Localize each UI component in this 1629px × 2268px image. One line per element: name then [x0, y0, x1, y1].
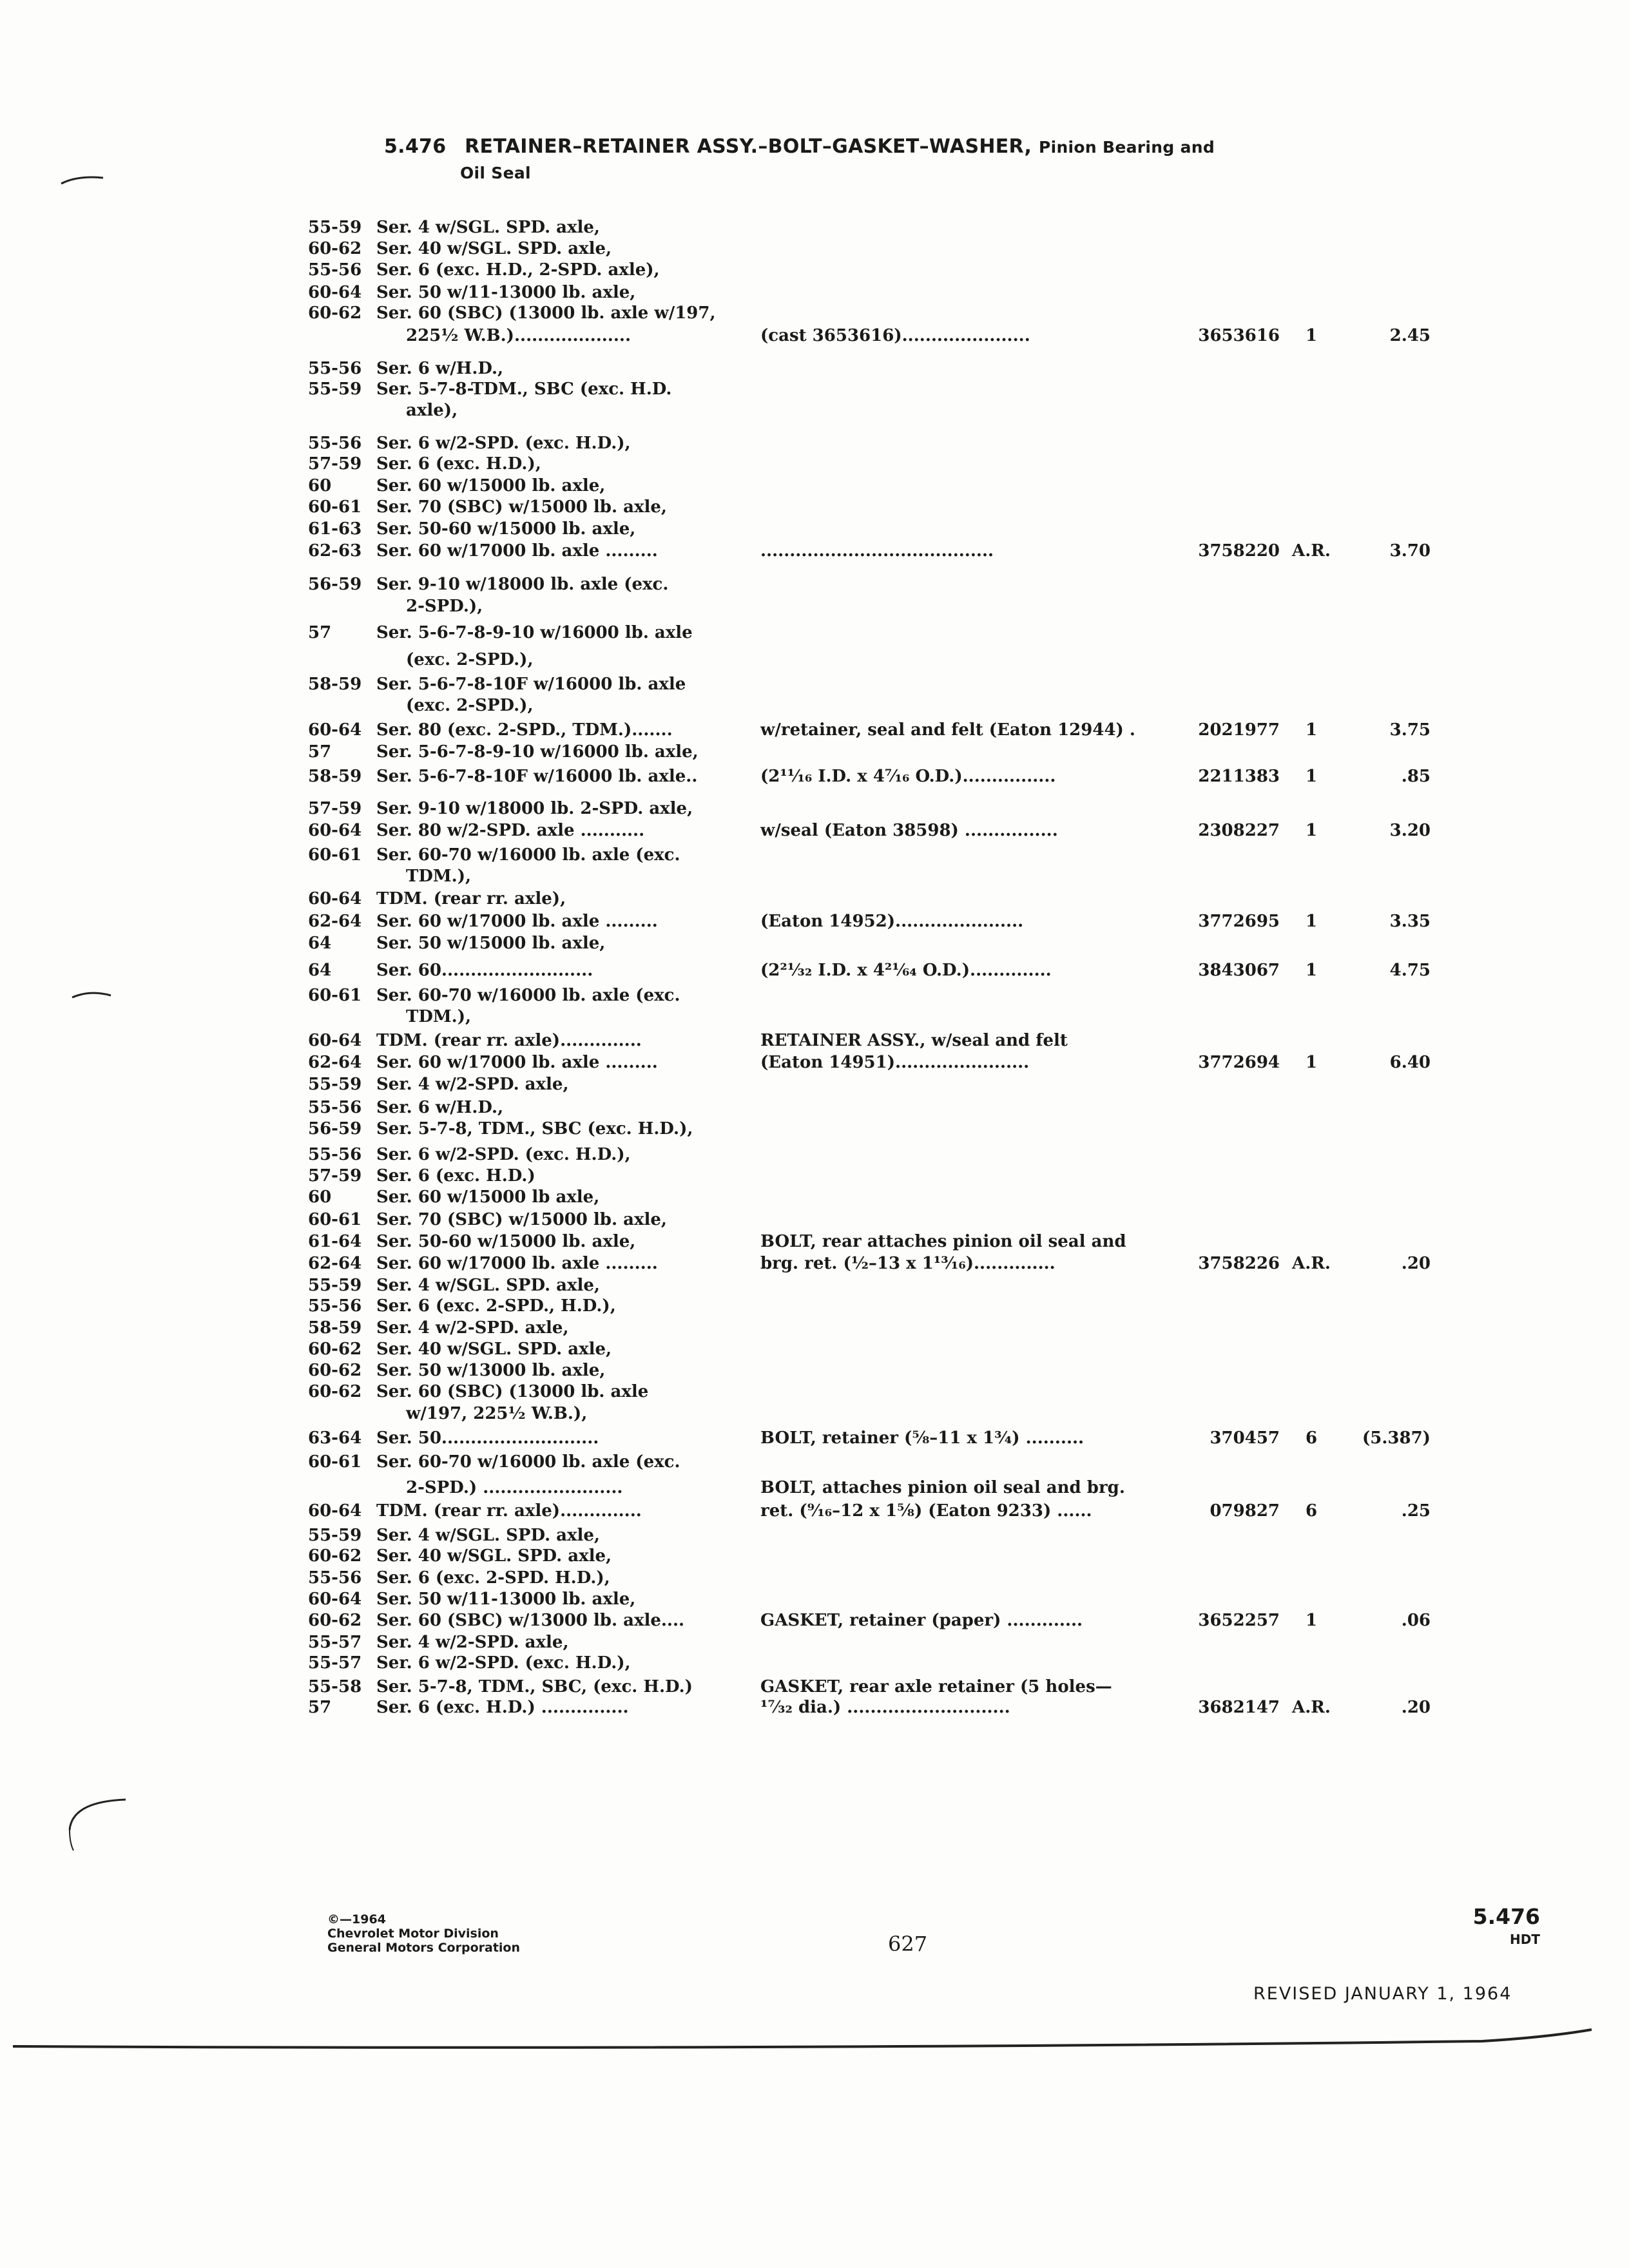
table-row: [0, 1610, 1629, 1631]
price-cell: 4.75: [1389, 961, 1431, 980]
footer-copyright: ©—1964: [327, 1912, 386, 1927]
quantity-cell: 1: [1305, 767, 1318, 786]
model-cell: 2-SPD.),: [406, 597, 483, 616]
year-cell: 55-57: [308, 1633, 362, 1652]
table-row: [0, 399, 1629, 421]
model-cell: Ser. 60-70 w/16000 lb. axle (exc.: [376, 845, 680, 865]
model-cell: TDM. (rear rr. axle)..............: [376, 1031, 642, 1050]
table-row: [0, 1524, 1629, 1546]
quantity-cell: 1: [1305, 912, 1318, 931]
year-cell: 57-59: [308, 1166, 362, 1186]
table-row: [0, 1253, 1629, 1274]
description-cell: w/seal (Eaton 38598) ................: [760, 821, 1058, 840]
part-number-cell: 2211383: [1198, 767, 1280, 786]
year-cell: 60-62: [308, 1361, 362, 1380]
year-cell: 55-56: [308, 1296, 362, 1316]
description-cell: (2¹¹⁄₁₆ I.D. x 4⁷⁄₁₆ O.D.)................: [760, 767, 1056, 786]
model-cell: Ser. 9-10 w/18000 lb. axle (exc.: [376, 575, 669, 594]
model-cell: Ser. 60 w/17000 lb. axle .........: [376, 1254, 658, 1273]
table-row: [0, 259, 1629, 281]
year-cell: 64: [308, 961, 332, 980]
model-cell: Ser. 40 w/SGL. SPD. axle,: [376, 1340, 612, 1359]
price-cell: (5.387): [1362, 1428, 1431, 1448]
footer-corporation: General Motors Corporation: [327, 1941, 520, 1955]
quantity-cell: 6: [1305, 1501, 1318, 1521]
model-cell: TDM.),: [406, 1007, 472, 1026]
part-number-cell: 3682147: [1198, 1698, 1280, 1717]
year-cell: 55-59: [308, 1075, 362, 1094]
model-cell: Ser. 6 (exc. 2-SPD. H.D.),: [376, 1568, 610, 1588]
year-cell: 57: [308, 1698, 332, 1717]
quantity-cell: 1: [1305, 1611, 1318, 1630]
year-cell: 57-59: [308, 454, 362, 474]
table-row: [0, 959, 1629, 981]
table-row: [0, 540, 1629, 562]
description-cell: ret. (⁹⁄₁₆–12 x 1⅝) (Eaton 9233) ......: [760, 1501, 1092, 1521]
quantity-cell: A.R.: [1292, 1254, 1331, 1273]
year-cell: 55-56: [308, 1145, 362, 1164]
year-cell: 55-59: [308, 1526, 362, 1545]
table-row: [0, 378, 1629, 400]
year-cell: 60-62: [308, 303, 362, 323]
price-cell: 3.75: [1389, 720, 1431, 740]
year-cell: 60-64: [308, 283, 362, 302]
model-cell: Ser. 6 w/H.D.,: [376, 359, 504, 378]
model-cell: TDM. (rear rr. axle),: [376, 889, 566, 908]
quantity-cell: 6: [1305, 1428, 1318, 1448]
model-cell: Ser. 9-10 w/18000 lb. 2-SPD. axle,: [376, 799, 693, 818]
part-number-cell: 3772694: [1198, 1053, 1280, 1072]
table-row: [0, 1696, 1629, 1718]
description-cell: GASKET, rear axle retainer (5 holes—: [760, 1677, 1112, 1696]
model-cell: TDM. (rear rr. axle)..............: [376, 1501, 642, 1521]
description-cell: BOLT, attaches pinion oil seal and brg.: [760, 1478, 1125, 1497]
part-number-cell: 370457: [1210, 1428, 1280, 1448]
section-subtitle: Pinion Bearing and: [1038, 138, 1215, 157]
year-cell: 62-64: [308, 1254, 362, 1273]
price-cell: .06: [1401, 1611, 1431, 1630]
footer-section: [1456, 1904, 1540, 1949]
section-title-line2: Oil Seal: [460, 164, 531, 182]
model-cell: w/197, 225½ W.B.),: [406, 1404, 588, 1423]
table-row: [0, 1274, 1629, 1296]
year-cell: 60-61: [308, 986, 362, 1005]
year-cell: 56-59: [308, 1119, 362, 1139]
description-cell: BOLT, rear attaches pinion oil seal and: [760, 1232, 1126, 1251]
model-cell: Ser. 50 w/11-13000 lb. axle,: [376, 283, 636, 302]
year-cell: 55-56: [308, 1568, 362, 1588]
page-rule: [0, 2027, 1629, 2053]
part-number-cell: 2308227: [1198, 821, 1280, 840]
year-cell: 63-64: [308, 1428, 362, 1448]
year-cell: 61-64: [308, 1232, 362, 1251]
model-cell: Ser. 60 w/17000 lb. axle .........: [376, 541, 658, 561]
year-cell: 55-56: [308, 1098, 362, 1117]
part-number-cell: 3843067: [1198, 961, 1280, 980]
model-cell: Ser. 6 w/2-SPD. (exc. H.D.),: [376, 1145, 631, 1164]
year-cell: 64: [308, 934, 332, 953]
model-cell: Ser. 60 (SBC) (13000 lb. axle: [376, 1382, 649, 1401]
table-row: [0, 1209, 1629, 1231]
table-row: [0, 358, 1629, 380]
model-cell: 225½ W.B.)....................: [406, 326, 631, 345]
model-cell: Ser. 5-6-7-8-9-10 w/16000 lb. axle: [376, 623, 693, 642]
footer-division: Chevrolet Motor Division: [327, 1927, 499, 1941]
model-cell: Ser. 4 w/SGL. SPD. axle,: [376, 218, 600, 237]
quantity-cell: 1: [1305, 961, 1318, 980]
model-cell: Ser. 5-7-8, TDM., SBC (exc. H.D.),: [376, 1119, 693, 1139]
year-cell: 55-58: [308, 1677, 362, 1696]
model-cell: Ser. 6 w/H.D.,: [376, 1098, 504, 1117]
table-row: [0, 518, 1629, 540]
year-cell: 60-61: [308, 845, 362, 865]
year-cell: 60-62: [308, 1382, 362, 1401]
year-cell: 60-62: [308, 1546, 362, 1566]
model-cell: Ser. 80 w/2-SPD. axle ...........: [376, 821, 645, 840]
price-cell: 3.35: [1389, 912, 1431, 931]
part-number-cell: 3653616: [1198, 326, 1280, 345]
model-cell: Ser. 4 w/2-SPD. axle,: [376, 1318, 569, 1338]
table-row: [0, 1231, 1629, 1253]
quantity-cell: 1: [1305, 1053, 1318, 1072]
description-cell: (2²¹⁄₃₂ I.D. x 4²¹⁄₆₄ O.D.)..............: [760, 961, 1052, 980]
table-row: [0, 573, 1629, 595]
table-row: [0, 216, 1629, 238]
table-row: [0, 595, 1629, 617]
year-cell: 55-56: [308, 434, 362, 453]
table-row: [0, 1588, 1629, 1610]
table-row: [0, 1073, 1629, 1095]
table-row: [0, 1360, 1629, 1381]
description-cell: RETAINER ASSY., w/seal and felt: [760, 1031, 1068, 1050]
table-row: [0, 932, 1629, 954]
year-cell: 58-59: [308, 675, 362, 694]
model-cell: Ser. 5-7-8-TDM., SBC (exc. H.D.: [376, 380, 672, 399]
year-cell: 55-59: [308, 380, 362, 399]
table-row: [0, 1500, 1629, 1522]
table-row: [0, 1403, 1629, 1425]
year-cell: 60-64: [308, 821, 362, 840]
table-row: [0, 1186, 1629, 1208]
year-cell: 61-63: [308, 519, 362, 539]
table-row: [0, 1118, 1629, 1140]
model-cell: Ser. 50...........................: [376, 1428, 599, 1448]
model-cell: Ser. 5-6-7-8-9-10 w/16000 lb. axle,: [376, 742, 699, 762]
table-row: [0, 1381, 1629, 1403]
table-row: [0, 238, 1629, 260]
table-row: [0, 820, 1629, 841]
part-number-cell: 3758220: [1198, 541, 1280, 561]
year-cell: 60-62: [308, 239, 362, 258]
table-row: [0, 765, 1629, 787]
table-row: [0, 1427, 1629, 1449]
quantity-cell: 1: [1305, 326, 1318, 345]
model-cell: Ser. 50-60 w/15000 lb. axle,: [376, 519, 636, 539]
model-cell: Ser. 60 (SBC) w/13000 lb. axle....: [376, 1611, 685, 1630]
table-row: [0, 741, 1629, 763]
table-row: [0, 1652, 1629, 1674]
price-cell: 3.70: [1389, 541, 1431, 561]
table-row: [0, 1052, 1629, 1073]
model-cell: Ser. 60 w/17000 lb. axle .........: [376, 912, 658, 931]
year-cell: 57: [308, 742, 332, 762]
model-cell: Ser. 40 w/SGL. SPD. axle,: [376, 239, 612, 258]
model-cell: Ser. 70 (SBC) w/15000 lb. axle,: [376, 1210, 667, 1229]
description-cell: ¹⁷⁄₃₂ dia.) ............................: [760, 1698, 1010, 1717]
quantity-cell: A.R.: [1292, 541, 1331, 561]
footer-publisher: [327, 1912, 520, 1955]
year-cell: 55-57: [308, 1653, 362, 1673]
table-row: [0, 1477, 1629, 1499]
model-cell: TDM.),: [406, 867, 472, 886]
year-cell: 57: [308, 623, 332, 642]
part-number-cell: 3652257: [1198, 1611, 1280, 1630]
price-cell: .20: [1401, 1254, 1431, 1273]
table-row: [0, 985, 1629, 1006]
section-title: RETAINER–RETAINER ASSY.–BOLT–GASKET–WASHER,: [465, 135, 1032, 158]
model-cell: axle),: [406, 401, 458, 420]
year-cell: 55-59: [308, 218, 362, 237]
table-row: [0, 844, 1629, 866]
model-cell: Ser. 6 (exc. 2-SPD., H.D.),: [376, 1296, 616, 1316]
price-cell: .25: [1401, 1501, 1431, 1521]
table-row: [0, 695, 1629, 716]
model-cell: Ser. 6 w/2-SPD. (exc. H.D.),: [376, 1653, 631, 1673]
model-cell: Ser. 6 (exc. H.D., 2-SPD. axle),: [376, 260, 660, 280]
model-cell: (exc. 2-SPD.),: [406, 696, 534, 715]
part-number-cell: 3758226: [1198, 1254, 1280, 1273]
table-row: [0, 1676, 1629, 1698]
table-row: [0, 325, 1629, 347]
model-cell: Ser. 4 w/2-SPD. axle,: [376, 1633, 569, 1652]
table-row: [0, 1144, 1629, 1166]
model-cell: Ser. 6 w/2-SPD. (exc. H.D.),: [376, 434, 631, 453]
model-cell: Ser. 50 w/15000 lb. axle,: [376, 934, 606, 953]
table-row: [0, 1097, 1629, 1119]
year-cell: 62-64: [308, 1053, 362, 1072]
year-cell: 58-59: [308, 1318, 362, 1338]
table-row: [0, 1295, 1629, 1317]
table-row: [0, 1451, 1629, 1473]
model-cell: Ser. 6 (exc. H.D.): [376, 1166, 535, 1186]
year-cell: 60-64: [308, 1590, 362, 1609]
part-number-cell: 079827: [1210, 1501, 1280, 1521]
year-cell: 56-59: [308, 575, 362, 594]
year-cell: 60: [308, 1187, 332, 1207]
description-cell: ........................................: [760, 541, 994, 561]
year-cell: 62-64: [308, 912, 362, 931]
year-cell: 58-59: [308, 767, 362, 786]
table-row: [0, 1338, 1629, 1360]
model-cell: Ser. 60-70 w/16000 lb. axle (exc.: [376, 986, 680, 1005]
table-row: [0, 432, 1629, 454]
table-row: [0, 475, 1629, 497]
description-cell: GASKET, retainer (paper) .............: [760, 1611, 1083, 1630]
table-row: [0, 888, 1629, 910]
table-row: [0, 1631, 1629, 1653]
model-cell: Ser. 60 (SBC) (13000 lb. axle w/197,: [376, 303, 716, 323]
model-cell: 2-SPD.) ........................: [406, 1478, 623, 1497]
model-cell: Ser. 5-6-7-8-10F w/16000 lb. axle: [376, 675, 686, 694]
model-cell: Ser. 60-70 w/16000 lb. axle (exc.: [376, 1452, 680, 1472]
model-cell: Ser. 5-7-8, TDM., SBC, (exc. H.D.): [376, 1677, 693, 1696]
description-cell: (Eaton 14952)......................: [760, 912, 1024, 931]
table-row: [0, 496, 1629, 518]
revised-date: REVISED JANUARY 1, 1964: [1253, 1984, 1512, 2004]
table-row: [0, 453, 1629, 475]
description-cell: BOLT, retainer (⅝–11 x 1¾) ..........: [760, 1428, 1084, 1448]
quantity-cell: 1: [1305, 821, 1318, 840]
model-cell: (exc. 2-SPD.),: [406, 650, 534, 669]
quantity-cell: A.R.: [1292, 1698, 1331, 1717]
table-row: [0, 673, 1629, 695]
model-cell: Ser. 5-6-7-8-10F w/16000 lb. axle..: [376, 767, 698, 786]
price-cell: .85: [1401, 767, 1431, 786]
footer-section-tag: HDT: [1510, 1932, 1540, 1947]
quantity-cell: 1: [1305, 720, 1318, 740]
price-cell: 6.40: [1389, 1053, 1431, 1072]
model-cell: Ser. 60..........................: [376, 961, 593, 980]
description-cell: (Eaton 14951).......................: [760, 1053, 1030, 1072]
year-cell: 60-61: [308, 1210, 362, 1229]
footer-section-code: 5.476: [1472, 1904, 1540, 1929]
model-cell: Ser. 50-60 w/15000 lb. axle,: [376, 1232, 636, 1251]
model-cell: Ser. 50 w/13000 lb. axle,: [376, 1361, 606, 1380]
year-cell: 62-63: [308, 541, 362, 561]
model-cell: Ser. 60 w/17000 lb. axle .........: [376, 1053, 658, 1072]
year-cell: 60-62: [308, 1340, 362, 1359]
model-cell: Ser. 4 w/SGL. SPD. axle,: [376, 1276, 600, 1295]
table-row: [0, 282, 1629, 303]
price-cell: .20: [1401, 1698, 1431, 1717]
table-row: [0, 1567, 1629, 1589]
year-cell: 55-59: [308, 1276, 362, 1295]
year-cell: 60-62: [308, 1611, 362, 1630]
model-cell: Ser. 80 (exc. 2-SPD., TDM.).......: [376, 720, 673, 740]
table-row: [0, 622, 1629, 644]
description-cell: (cast 3653616)......................: [760, 326, 1030, 345]
model-cell: Ser. 4 w/SGL. SPD. axle,: [376, 1526, 600, 1545]
description-cell: w/retainer, seal and felt (Eaton 12944) .: [760, 720, 1135, 740]
description-cell: brg. ret. (½–13 x 1¹³⁄₁₆)..............: [760, 1254, 1055, 1273]
price-cell: 3.20: [1389, 821, 1431, 840]
model-cell: Ser. 60 w/15000 lb axle,: [376, 1187, 600, 1207]
section-code: 5.476: [384, 135, 447, 158]
year-cell: 60-64: [308, 1501, 362, 1521]
table-row: [0, 719, 1629, 741]
table-row: [0, 910, 1629, 932]
table-row: [0, 865, 1629, 887]
model-cell: Ser. 70 (SBC) w/15000 lb. axle,: [376, 497, 667, 517]
page-number: 627: [888, 1932, 928, 1956]
year-cell: 60-64: [308, 720, 362, 740]
table-row: [0, 1545, 1629, 1567]
year-cell: 55-56: [308, 359, 362, 378]
year-cell: 55-56: [308, 260, 362, 280]
part-number-cell: 3772695: [1198, 912, 1280, 931]
table-row: [0, 1165, 1629, 1187]
model-cell: Ser. 6 (exc. H.D.) ...............: [376, 1698, 629, 1717]
table-row: [0, 649, 1629, 671]
price-cell: 2.45: [1389, 326, 1431, 345]
table-row: [0, 1317, 1629, 1339]
year-cell: 60-64: [308, 1031, 362, 1050]
table-row: [0, 1030, 1629, 1052]
model-cell: Ser. 50 w/11-13000 lb. axle,: [376, 1590, 636, 1609]
model-cell: Ser. 60 w/15000 lb. axle,: [376, 476, 606, 495]
model-cell: Ser. 6 (exc. H.D.),: [376, 454, 541, 474]
year-cell: 60: [308, 476, 332, 495]
year-cell: 60-61: [308, 497, 362, 517]
year-cell: 60-61: [308, 1452, 362, 1472]
table-row: [0, 302, 1629, 324]
year-cell: 57-59: [308, 799, 362, 818]
year-cell: 60-64: [308, 889, 362, 908]
table-row: [0, 798, 1629, 820]
model-cell: Ser. 4 w/2-SPD. axle,: [376, 1075, 569, 1094]
table-row: [0, 1006, 1629, 1028]
part-number-cell: 2021977: [1198, 720, 1280, 740]
model-cell: Ser. 40 w/SGL. SPD. axle,: [376, 1546, 612, 1566]
